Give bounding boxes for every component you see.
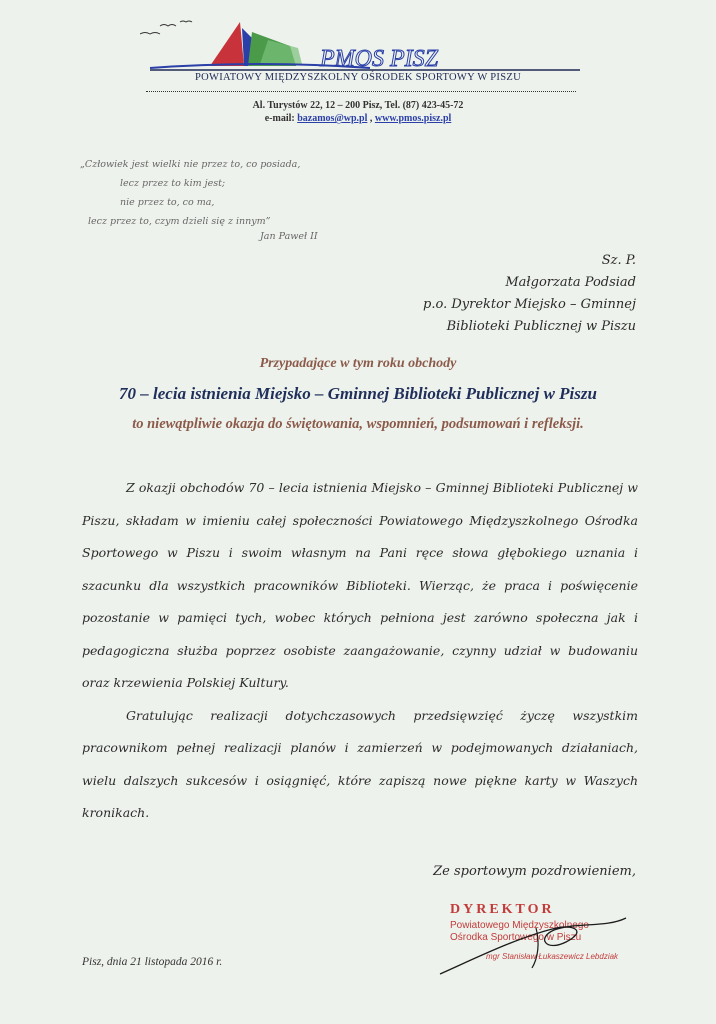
official-stamp xyxy=(436,898,636,978)
heading-subtitle: to niewątpliwie okazja do świętowania, wspomnień, podsumowań i refleksji. xyxy=(132,416,584,432)
stamp-line: Powiatowego Międzyszkolnego xyxy=(450,920,589,931)
heading-intro: Przypadające w tym roku obchody xyxy=(259,356,457,371)
letter-date: Pisz, dnia 21 listopada 2016 r. xyxy=(82,956,223,968)
addressee-role: p.o. Dyrektor Miejsko – Gminnej xyxy=(423,297,636,312)
quote-line: „Człowiek jest wielki nie przez to, co posiada, xyxy=(80,159,301,170)
heading-title: 70 – lecia istnienia Miejsko – Gminnej Biblioteki Publicznej w Piszu xyxy=(119,384,597,403)
addressee-name: Małgorzata Podsiad xyxy=(505,275,636,290)
body-paragraph: Gratulując realizacji dotychczasowych przedsięwzięć życzę wszystkim pracownikom pełnej realizacji planów i zamierzeń w podejmowanych działaniach, wielu dalszych sukcesów i osiągnięć, które zapiszą nowe piękne karty w Waszych kronikach. xyxy=(82,707,638,820)
body-paragraph: Z okazji obchodów 70 – lecia istnienia Miejsko – Gminnej Biblioteki Publicznej w Piszu, składam w imieniu całej społeczności Powiatowego Międzyszkolnego Ośrodka Sportowego w Piszu i swoim własnym na Pani ręce słowa głębokiego uznania i szacunku dla wszystkich pracowników Biblioteki. Wierząc, że praca i poświęcenie pozostanie w pamięci tych, wobec których pełniona jest zarówno społeczna jak i pedagogiczna służba poprzez osobiste zaangażowanie, czynny udział w budowaniu oraz krzewienia Polskiej Kultury. xyxy=(82,480,638,690)
quote-line: nie przez to, co ma, xyxy=(120,197,215,208)
handwritten-signature xyxy=(436,898,636,978)
stamp-name: mgr Stanisław Łukaszewicz Lebdziak xyxy=(486,952,619,961)
address-line: Al. Turystów 22, 12 – 200 Pisz, Tel. (87) 423-45-72 xyxy=(252,100,464,111)
closing-greeting: Ze sportowym pozdrowieniem, xyxy=(433,864,636,879)
email-link[interactable]: bazamos@wp.pl xyxy=(297,113,368,124)
quote-block xyxy=(80,155,380,246)
quote-line: lecz przez to, czym dzieli się z innym” xyxy=(88,216,271,227)
pmos-logo xyxy=(140,18,580,76)
stamp-title: DYREKTOR xyxy=(450,902,555,917)
quote-author: Jan Paweł II xyxy=(260,231,318,242)
website-link[interactable]: www.pmos.pisz.pl xyxy=(374,113,452,124)
logo-text: PMOS PISZ xyxy=(320,46,438,72)
header-divider xyxy=(146,91,576,92)
addressee-block xyxy=(423,250,636,338)
addressee-institution: Biblioteki Publicznej w Piszu xyxy=(446,319,636,334)
letter-body xyxy=(82,472,638,830)
contact-separator: , xyxy=(369,113,373,124)
contact-line xyxy=(0,113,716,124)
stamp-line: Ośrodka Sportowego w Piszu xyxy=(450,932,582,943)
email-label: e-mail: xyxy=(264,113,295,124)
organization-name: POWIATOWY MIĘDZYSZKOLNY OŚRODEK SPORTOWY W PISZU xyxy=(195,72,521,83)
quote-line: lecz przez to kim jest; xyxy=(120,178,226,189)
addressee-salutation: Sz. P. xyxy=(601,253,636,268)
